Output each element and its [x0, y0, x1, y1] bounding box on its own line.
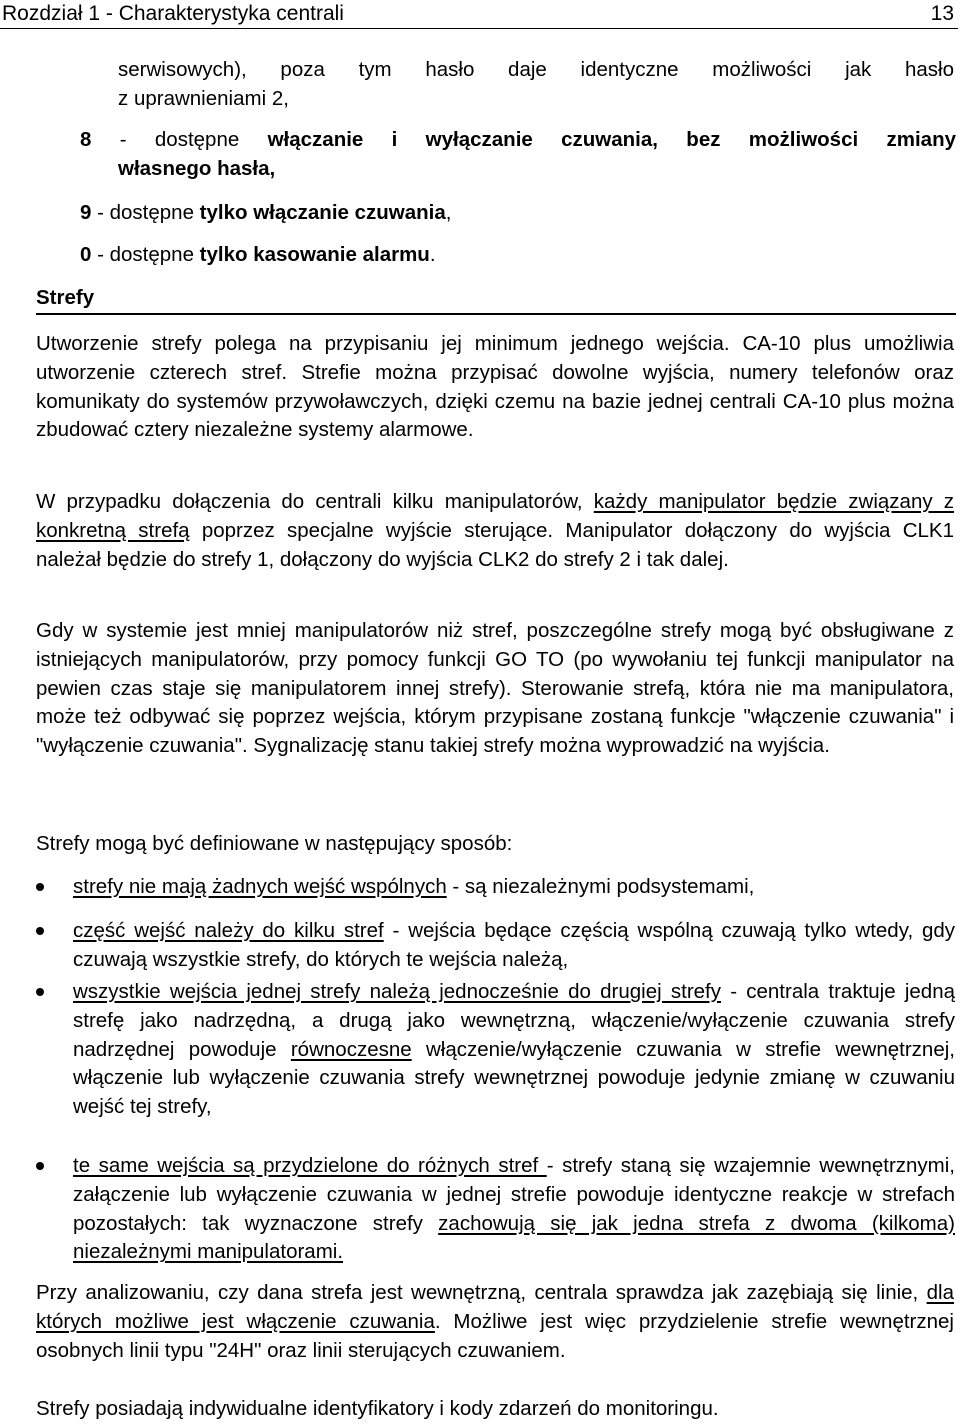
section-rule — [36, 313, 956, 315]
list-item-8-line2: własnego hasła, — [118, 157, 276, 180]
bullet-item-2-text: - wejścia będące częścią wspólną czuwają tylko wtedy, gdy czuwają wszystkie strefy, do których te wejścia należą, — [73, 919, 956, 971]
bullet-item-3 — [73, 978, 955, 1122]
list-continuation-line2: z uprawnieniami 2, — [118, 87, 289, 110]
list-item-9-prefix: - dostępne — [91, 201, 200, 224]
bullet-item-4-underlined: te same wejścia są przydzielone do różnych stref — [73, 1154, 547, 1177]
paragraph-keypads-underlined: każdy manipulator będzie związany z konkretną strefą — [36, 490, 954, 542]
list-item-0 — [80, 241, 436, 270]
paragraph-internal-zone-text-b: . Możliwe jest więc przydzielenie strefie wewnętrznej osobnych linii typu "24H" oraz linii sterujących czuwaniem. — [36, 1309, 954, 1362]
list-item-9-bold: tylko włączanie czuwania — [199, 201, 446, 224]
bullet-item-3-underlined: wszystkie wejścia jednej strefy należą jednocześnie do drugiej strefy — [73, 980, 721, 1003]
list-item-8-prefix: - dostępne — [91, 128, 268, 151]
paragraph-definition-intro: Strefy mogą być definiowane w następujący sposób: — [36, 832, 513, 855]
list-item-0-end: . — [429, 243, 436, 266]
paragraph-goto: Gdy w systemie jest mniej manipulatorów niż stref, poszczególne strefy mogą być obsługiwane z istniejących manipulatorów, przy pomocy funkcji GO TO (po wywołaniu tej funkcji manipulator na pewien czas staje się manipulatorem innej strefy). Sterowanie strefą, która nie ma manipulatora, może też odbywać się poprzez wejścia, którym przypisane zostaną funkcje "włączenie czuwania" i "wyłączenie czuwania". Sygnalizację stanu takiej strefy można wyprowadzić na wyjścia. — [36, 619, 954, 758]
bullet-dot — [36, 1162, 44, 1170]
section-title: Strefy — [36, 286, 95, 309]
bullet-item-2 — [73, 917, 955, 975]
bullet-item-1 — [73, 873, 955, 902]
list-item-9 — [80, 199, 451, 228]
list-item-8 — [80, 126, 956, 155]
paragraph-internal-zone — [36, 1279, 954, 1365]
paragraph-identifiers: Strefy posiadają indywidualne identyfikatory i kody zdarzeń do monitoringu. — [36, 1397, 719, 1420]
paragraph-keypads — [36, 488, 954, 574]
bullet-item-3-text-a: - centrala traktuje jedną strefę jako nadrzędną, a drugą jako wewnętrzną, włączenie/wyłączenie czuwania strefy nadrzędnej powoduje — [73, 980, 955, 1061]
paragraph-internal-zone-underlined: dla których możliwe jest włączenie czuwania — [36, 1281, 954, 1333]
bullet-dot — [36, 927, 44, 935]
bullet-item-2-underlined: część wejść należy do kilku stref — [73, 919, 384, 942]
bullet-item-4-underlined-2: zachowują się jak jedna strefa z dwoma (kilkoma) niezależnymi manipulatorami. — [73, 1211, 955, 1264]
page-number: 13 — [930, 2, 954, 25]
paragraph-keypads-text-a: W przypadku dołączenia do centrali kilku manipulatorów, — [36, 490, 594, 513]
chapter-title: Rozdział 1 - Charakterystyka centrali — [2, 2, 344, 25]
bullet-item-4 — [73, 1152, 955, 1267]
list-item-0-bold: tylko kasowanie alarmu — [199, 243, 430, 266]
list-item-0-prefix: - dostępne — [91, 243, 200, 266]
list-item-9-end: , — [445, 201, 452, 224]
list-item-9-number: 9 — [80, 201, 92, 224]
page-header — [0, 0, 958, 29]
paragraph-internal-zone-text-a: Przy analizowaniu, czy dana strefa jest wewnętrzną, centrala sprawdza jak zazębiają się linie, — [36, 1281, 927, 1304]
list-item-8-number: 8 — [80, 128, 92, 151]
bullet-item-3-text-b: włączenie/wyłączenie czuwania w strefie wewnętrznej, włączenie lub wyłączenie czuwania strefy wewnętrznej powoduje jedynie zmianę w czuwaniu wejść tej strefy, — [73, 1037, 955, 1119]
bullet-item-1-text: - są niezależnymi podsystemami, — [446, 875, 755, 898]
bullet-item-4-text: - strefy staną się wzajemnie wewnętrznymi, załączenie lub wyłączenie czuwania w jednej strefie powoduje identyczne reakcje w strefach pozostałych: tak wyznaczone strefy — [73, 1154, 955, 1235]
list-item-8-bold: włączanie i wyłączanie czuwania, bez możliwości zmiany — [267, 128, 956, 151]
bullet-item-1-underlined: strefy nie mają żadnych wejść wspólnych — [73, 875, 447, 898]
bullet-dot — [36, 883, 44, 891]
list-item-0-number: 0 — [80, 243, 92, 266]
paragraph-keypads-text-b: poprzez specjalne wyjście sterujące. Manipulator dołączony do wyjścia CLK1 należał będzie do strefy 1, dołączony do wyjścia CLK2 do strefy 2 i tak dalej. — [36, 518, 954, 571]
list-continuation-line1: serwisowych), poza tym hasło daje identyczne możliwości jak hasło — [118, 58, 954, 81]
bullet-dot — [36, 988, 44, 996]
paragraph-zone-creation: Utworzenie strefy polega na przypisaniu jej minimum jednego wejścia. CA-10 plus umożliwia utworzenie czterech stref. Strefie można przypisać dowolne wyjścia, numery telefonów oraz komunikaty do systemów przywoławczych, dzięki czemu na bazie jednej centrali CA-10 plus można zbudować cztery niezależne systemy alarmowe. — [36, 332, 954, 442]
bullet-item-3-underlined-2: równoczesne — [290, 1037, 412, 1061]
